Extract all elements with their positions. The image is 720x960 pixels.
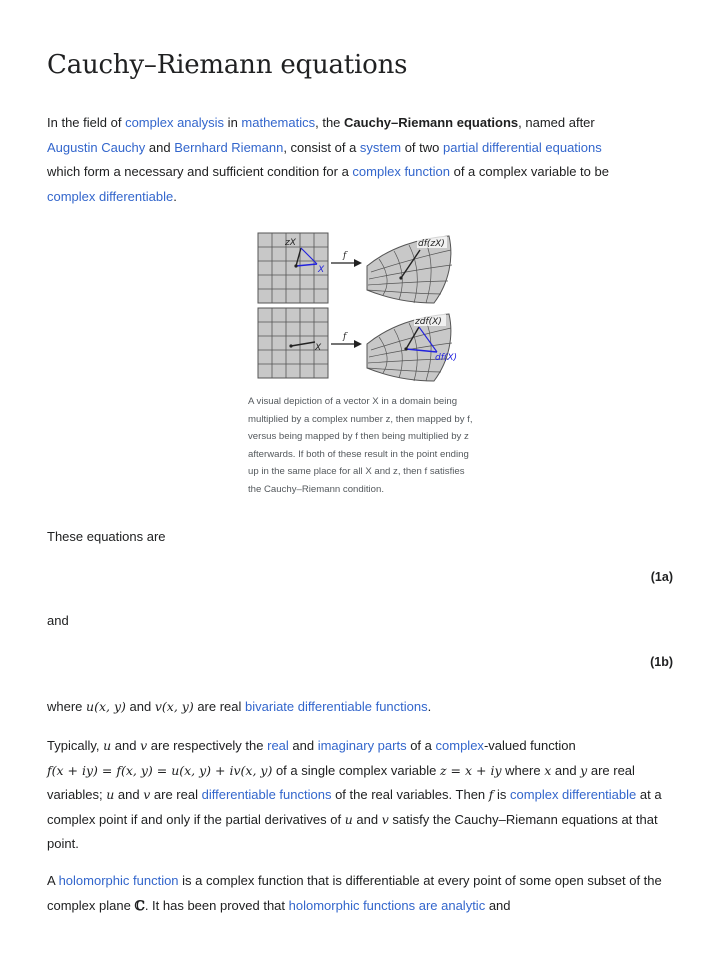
link-partial-differential-equations[interactable]: partial differential equations	[443, 139, 602, 155]
label-zdf-X: zdf(X)	[415, 317, 442, 327]
math-v: v	[381, 811, 389, 827]
typ-text: and	[111, 738, 141, 753]
typ-text: and	[114, 787, 144, 802]
label-zX: zX	[285, 238, 296, 248]
link-system[interactable]: system	[359, 139, 402, 155]
link-bivariate-differentiable-functions[interactable]: bivariate differentiable functions	[245, 699, 428, 714]
intro-text: , named after	[518, 115, 595, 130]
link-complex-function[interactable]: complex function	[352, 164, 450, 179]
typ-text: of a single complex variable	[272, 762, 440, 778]
link-complex-differentiable-2[interactable]: complex differentiable	[510, 787, 637, 802]
typ-text: Typically,	[47, 738, 104, 753]
domain-grid-bottom	[258, 308, 328, 378]
label-f-top: f	[343, 251, 347, 261]
typ-text: -valued function	[483, 738, 576, 753]
math-y: y	[580, 762, 588, 778]
typically-paragraph	[47, 734, 677, 857]
typ-text: at a complex point if and only if the partial derivatives of	[47, 787, 662, 827]
where-text: where	[47, 699, 87, 714]
intro-text: in	[224, 115, 242, 130]
link-complex[interactable]: complex	[435, 738, 484, 753]
image-grid-bottom	[367, 314, 457, 381]
math-f: f	[488, 787, 494, 802]
equation-number-1a: (1a)	[650, 570, 673, 584]
link-complex-analysis[interactable]: complex analysis	[125, 115, 225, 130]
link-imaginary-parts[interactable]: imaginary parts	[317, 738, 407, 753]
link-differentiable-functions[interactable]: differentiable functions	[201, 787, 332, 802]
math-v: v	[143, 787, 151, 802]
page-title: Cauchy–Riemann equations	[47, 50, 408, 80]
intro-text: and	[145, 139, 175, 155]
link-mathematics[interactable]: mathematics	[241, 115, 316, 130]
intro-text: of a complex variable to be	[449, 164, 609, 179]
holo-text: is a complex function that is differentiable at every point of some open subset of the complex plane	[47, 873, 662, 913]
link-real[interactable]: real	[267, 738, 289, 753]
math-u: u	[344, 811, 353, 827]
typ-text: are real variables;	[47, 762, 635, 802]
link-bernhard-riemann[interactable]: Bernhard Riemann	[174, 139, 284, 155]
math-z: z = x + iy	[440, 762, 502, 778]
complex-plane-symbol: ℂ	[134, 898, 145, 914]
label-X-bottom: X	[315, 343, 322, 353]
typ-text: is	[493, 787, 511, 802]
typ-text: of a	[406, 738, 436, 753]
typ-text: and	[551, 762, 581, 778]
where-paragraph	[47, 695, 677, 720]
typ-text: where	[501, 762, 545, 778]
holo-text: and	[485, 897, 511, 913]
holo-text: A	[47, 873, 59, 888]
math-u: u	[106, 787, 115, 802]
holo-text: . It has been proved that	[144, 897, 289, 913]
math-v: v	[140, 738, 148, 753]
where-text: .	[427, 699, 432, 714]
math-x: x	[544, 762, 552, 778]
intro-text: .	[173, 188, 177, 204]
where-text: and	[125, 699, 155, 714]
link-holomorphic-functions-are-analytic[interactable]: holomorphic functions are analytic	[288, 897, 486, 913]
intro-text: , consist of a	[283, 139, 360, 155]
label-df-zX: df(zX)	[418, 239, 445, 249]
holomorphic-paragraph	[47, 869, 677, 919]
equations-lead: These equations are	[47, 529, 166, 544]
typ-text: and	[288, 738, 318, 753]
math-u: u	[103, 738, 112, 753]
figure-caption: A visual depiction of a vector X in a domain being multiplied by a complex number z, then mapped by f, versus being mapped by f then being multiplied by z afterwards. If both of these result in the point ending up in the same place for all X and z, then f satisfies the Cauchy–Riemann condition.	[248, 396, 473, 495]
typ-text: and	[352, 811, 382, 827]
map-arrow-top	[331, 251, 362, 267]
typ-text: of the real variables. Then	[331, 787, 489, 802]
intro-text: of two	[401, 139, 444, 155]
label-X-top: X	[318, 265, 325, 275]
image-grid-top	[367, 236, 452, 303]
bold-term: Cauchy–Riemann equations	[344, 115, 519, 130]
typ-text: are real	[150, 787, 202, 802]
math-f-definition: f(x + iy) = f(x, y) = u(x, y) + iv(x, y)	[47, 762, 273, 778]
where-text: are real	[193, 699, 246, 714]
equations-and: and	[47, 613, 69, 628]
link-complex-differentiable[interactable]: complex differentiable	[47, 188, 174, 204]
math-u-xy: u(x, y)	[86, 699, 126, 714]
typ-text: are respectively the	[147, 738, 268, 753]
map-arrow-bottom	[331, 332, 362, 348]
label-f-bottom: f	[343, 332, 347, 342]
figure-diagram[interactable]	[249, 228, 479, 388]
intro-text: In the field of	[47, 115, 126, 130]
link-augustin-cauchy[interactable]: Augustin Cauchy	[47, 139, 146, 155]
typ-text: satisfy the Cauchy–Riemann equations at that point.	[47, 811, 658, 851]
link-holomorphic-function[interactable]: holomorphic function	[58, 873, 179, 888]
intro-text: , the	[315, 115, 345, 130]
math-v-xy: v(x, y)	[154, 699, 194, 714]
domain-grid-top	[258, 233, 328, 303]
equation-1a	[47, 570, 673, 590]
label-df-X: df(X)	[435, 353, 458, 363]
intro-paragraph	[47, 111, 677, 209]
intro-text: which form a necessary and sufficient condition for a	[47, 164, 353, 179]
equation-1b	[47, 655, 673, 675]
equation-number-1b: (1b)	[650, 655, 673, 669]
diagram-svg	[249, 228, 479, 388]
